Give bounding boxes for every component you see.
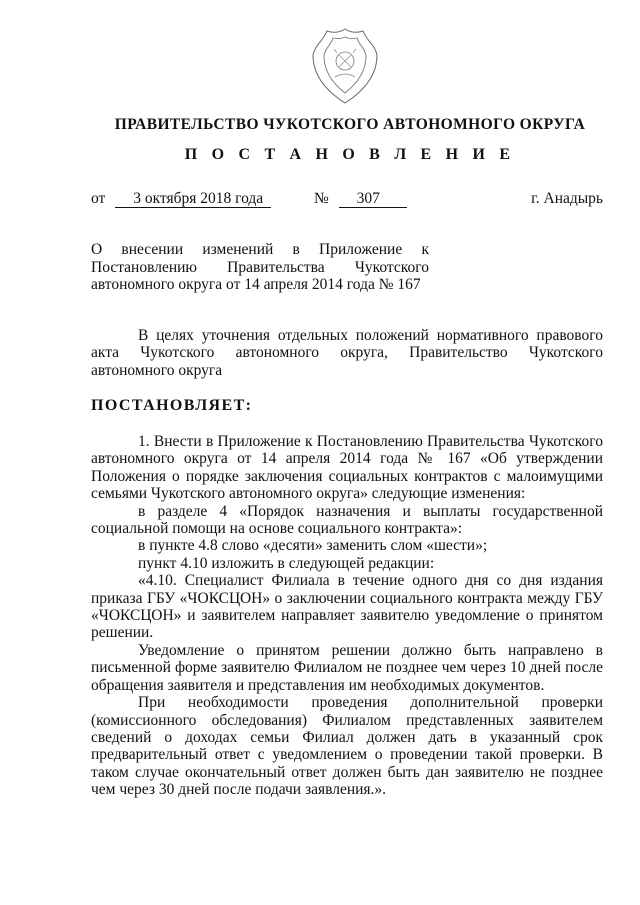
body-paragraph: пункт 4.10 изложить в следующей редакции: xyxy=(138,554,435,572)
preamble-paragraph: В целях уточнения отдельных положений нормативного правового акта Чукотского автономного округа, Правительство Чукотского автономного округа xyxy=(91,327,603,379)
body-paragraph: Уведомление о принятом решении должно быть направлено в письменной форме заявителю Филиалом не позднее чем через 10 дней после обращения заявителя и представления им необходимых документов. xyxy=(91,641,603,694)
body-paragraph: в разделе 4 «Порядок назначения и выплаты государственной социальной помощи на основе социального контракта»: xyxy=(91,502,603,538)
subject-line: Постановлению Правительства Чукотского xyxy=(91,258,429,276)
resolves-heading: ПОСТАНОВЛЯЕТ: xyxy=(91,397,253,414)
organization-title: ПРАВИТЕЛЬСТВО ЧУКОТСКОГО АВТОНОМНОГО ОКРУГА xyxy=(114,116,586,133)
document-subject xyxy=(91,241,429,294)
body-paragraph: 1. Внести в Приложение к Постановлению Правительства Чукотского автономного округа от 14 апреля 2014 года № 167 «Об утверждении Положения о порядке заключения социальных контрактов с малоимущими семьями Чукотского автономного округа» следующие изменения: xyxy=(91,433,603,503)
body-paragraph: «4.10. Специалист Филиала в течение одного дня со дня издания приказа ГБУ «ЧОКСЦОН» о заключении социального контракта между ГБУ «ЧОКСЦОН» и заявителем направляет заявителю уведомление о принятом решении. xyxy=(91,572,603,642)
coat-of-arms-emblem xyxy=(309,27,381,107)
body-paragraph: в пункте 4.8 слово «десяти» заменить слом «шести»; xyxy=(138,537,488,555)
resolution-body xyxy=(91,433,603,799)
document-type-title: П О С Т А Н О В Л Е Н И Е xyxy=(184,146,516,163)
number-value: 307 xyxy=(339,191,407,208)
subject-line: О внесении изменений в Приложение к xyxy=(91,241,429,258)
date-field xyxy=(91,190,271,208)
number-field xyxy=(314,190,407,208)
body-paragraph: При необходимости проведения дополнительной проверки (комиссионного обследования) Филиалом представленных заявителем сведений о доходах семьи Филиал должен дать в указанный срок предварительный ответ с уведомлением о проведении такой проверки. В таком случае окончательный ответ должен быть дан заявителю не позднее чем через 30 дней после подачи заявления.». xyxy=(91,694,603,799)
date-value: 3 октября 2018 года xyxy=(115,191,271,208)
date-prefix: от xyxy=(91,190,106,207)
number-prefix: № xyxy=(314,190,329,207)
preamble-block xyxy=(91,327,603,379)
subject-line: автономного округа от 14 апреля 2014 года № 167 xyxy=(91,276,421,293)
city: г. Анадырь xyxy=(531,190,603,207)
